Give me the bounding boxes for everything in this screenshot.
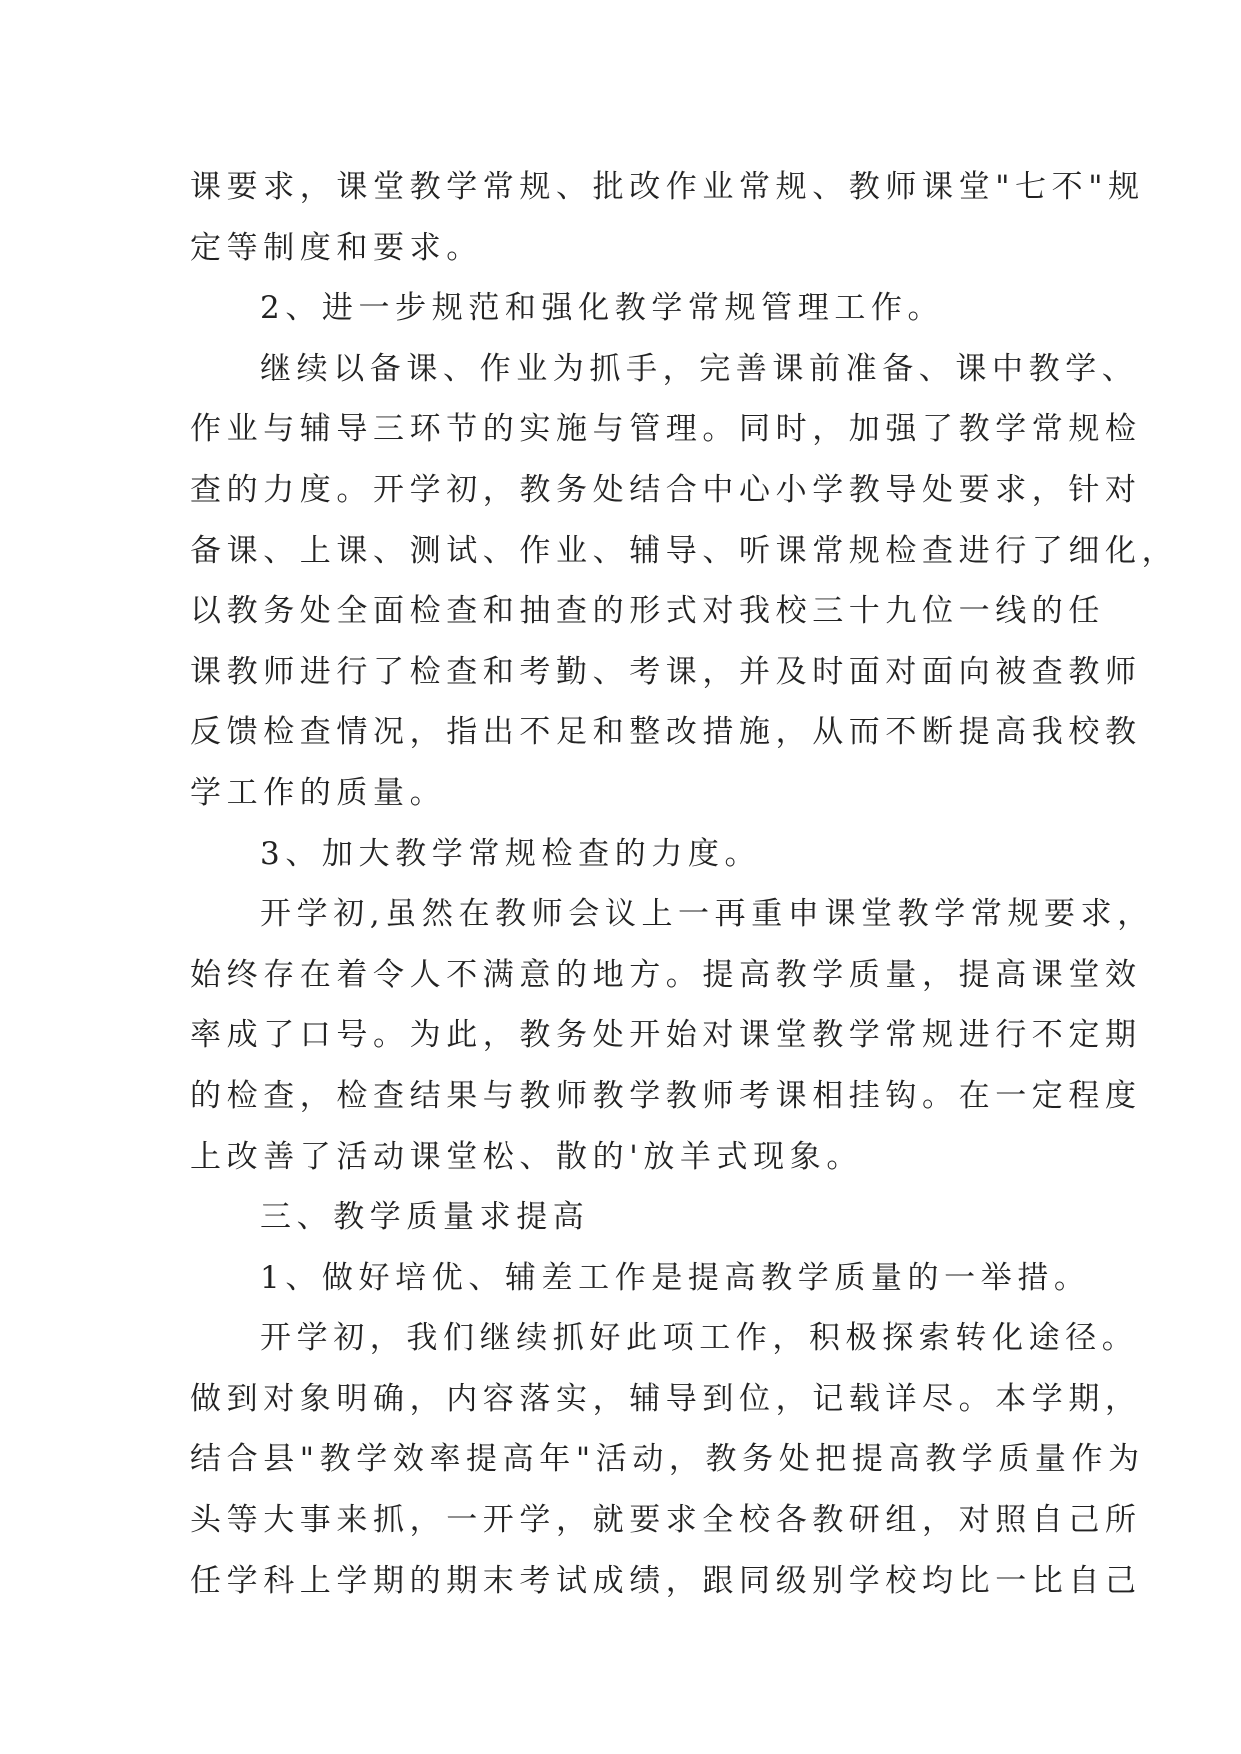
text-line: 定等制度和要求。: [190, 229, 483, 266]
text-line: 备课、上课、测试、作业、辅导、听课常规检查进行了细化，: [190, 532, 1179, 569]
text-line: 结合县"教学效率提高年"活动，教务处把提高教学质量作为: [190, 1441, 1145, 1478]
text-line: 课教师进行了检查和考勤、考课，并及时面对面向被查教师: [190, 653, 1142, 690]
paragraph-start-line: 3、加大教学常规检查的力度。: [260, 835, 762, 872]
document-body: [190, 157, 1179, 1611]
text-line: 反馈检查情况，指出不足和整改措施，从而不断提高我校教: [190, 714, 1142, 751]
text-line: 头等大事来抓，一开学，就要求全校各教研组，对照自己所: [190, 1502, 1142, 1539]
text-line: 做到对象明确，内容落实，辅导到位，记载详尽。本学期，: [190, 1380, 1142, 1417]
paragraph-start-line: 开学初,虽然在教师会议上一再重申课堂教学常规要求，: [260, 896, 1154, 933]
paragraph-start-line: 开学初，我们继续抓好此项工作，积极探索转化途径。: [260, 1320, 1139, 1357]
paragraph-start-line: 三、教学质量求提高: [260, 1199, 590, 1236]
text-line: 学工作的质量。: [190, 774, 447, 811]
text-line: 上改善了活动课堂松、散的'放羊式现象。: [190, 1138, 863, 1175]
text-line: 始终存在着令人不满意的地方。提高教学质量，提高课堂效: [190, 956, 1142, 993]
text-line: 任学科上学期的期末考试成绩，跟同级别学校均比一比自己: [190, 1562, 1142, 1599]
text-line: 以教务处全面检查和抽查的形式对我校三十九位一线的任: [190, 593, 1105, 630]
paragraph-start-line: 1、做好培优、辅差工作是提高教学质量的一举措。: [260, 1259, 1091, 1296]
text-line: 课要求，课堂教学常规、批改作业常规、教师课堂"七不"规: [190, 169, 1145, 205]
text-line: 作业与辅导三环节的实施与管理。同时，加强了教学常规检: [190, 411, 1142, 448]
text-line: 的检查，检查结果与教师教学教师考课相挂钩。在一定程度: [190, 1077, 1142, 1114]
paragraph-start-line: 2、进一步规范和强化教学常规管理工作。: [260, 290, 945, 327]
text-line: 率成了口号。为此，教务处开始对课堂教学常规进行不定期: [190, 1017, 1142, 1054]
text-line: 查的力度。开学初，教务处结合中心小学教导处要求，针对: [190, 471, 1142, 508]
paragraph-start-line: 继续以备课、作业为抓手，完善课前准备、课中教学、: [260, 350, 1139, 387]
